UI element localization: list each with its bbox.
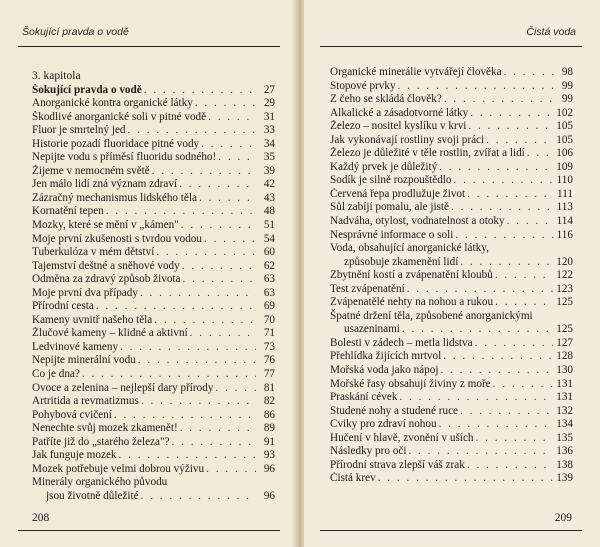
toc-entry-continuation: usazeninami bbox=[344, 323, 400, 336]
dot-leader bbox=[206, 463, 256, 477]
toc-entry-title: Voda, obsahující anorganické látky, bbox=[330, 242, 489, 255]
dot-leader bbox=[493, 378, 554, 392]
toc-entry-page: 139 bbox=[556, 472, 573, 485]
toc-entry-title: Železo je důležité v těle rostlin, zvířat a lidí bbox=[330, 147, 525, 160]
toc-entry-page: 109 bbox=[556, 160, 573, 173]
toc-entry bbox=[330, 350, 573, 364]
toc-entry-title: Studené nohy a studené ruce bbox=[330, 404, 458, 417]
toc-entry-page: 134 bbox=[556, 418, 573, 431]
toc-entry-title: Přírodní strava zlepší váš zrak bbox=[330, 458, 465, 471]
toc-entry-page: 51 bbox=[263, 218, 275, 231]
running-head: Šokující pravda o vodě bbox=[22, 26, 129, 38]
toc-entry-title: Žijeme v nemocném světě bbox=[32, 164, 150, 177]
dot-leader bbox=[172, 436, 256, 450]
dot-leader bbox=[527, 147, 553, 161]
toc-entry-title: Pohybová cvičení bbox=[32, 408, 112, 421]
dot-leader bbox=[378, 472, 554, 486]
toc-entry bbox=[32, 287, 275, 301]
toc-entry-title: Zázračný mechanismus lidského těla bbox=[32, 191, 197, 204]
toc-entry-page: 138 bbox=[556, 458, 573, 471]
toc-entry-title: Ledvinové kameny bbox=[32, 340, 119, 353]
toc-entry-title: Anorganické kontra organické látky bbox=[32, 97, 193, 110]
toc-entry-title: Čistá krev bbox=[330, 472, 376, 485]
toc-entry bbox=[32, 84, 275, 98]
toc-entry bbox=[330, 93, 573, 107]
dot-leader bbox=[195, 97, 256, 111]
toc-entry bbox=[32, 409, 275, 423]
dot-leader bbox=[454, 174, 554, 188]
toc-entry-page: 93 bbox=[263, 449, 275, 462]
toc-entry bbox=[32, 165, 275, 179]
toc-entry bbox=[32, 354, 275, 368]
toc-entry-title: Hučení v hlavě, zvonění v uších bbox=[330, 431, 474, 444]
dot-leader bbox=[180, 422, 256, 436]
toc-entry-title: Přehlídka žijících mrtvol bbox=[330, 350, 442, 363]
toc-entry bbox=[32, 436, 275, 450]
toc-entry-title: Škodlivé anorganické soli v pitné vodě bbox=[32, 110, 207, 123]
toc-entry bbox=[32, 246, 275, 260]
toc-entry bbox=[330, 405, 573, 419]
toc-entry-title: Z čeho se skládá člověk? bbox=[330, 93, 442, 106]
toc-entry-page: 76 bbox=[263, 354, 275, 367]
toc-entry bbox=[330, 256, 573, 270]
dot-leader bbox=[495, 296, 553, 310]
toc-entry bbox=[32, 97, 275, 111]
toc-entry bbox=[32, 422, 275, 436]
toc-entry-page: 73 bbox=[263, 340, 275, 353]
dot-leader bbox=[138, 354, 256, 368]
toc-entry-title: Ovoce a zelenina – nejlepší dary přírody bbox=[32, 381, 214, 394]
toc-entry bbox=[330, 432, 573, 446]
dot-leader bbox=[476, 432, 554, 446]
toc-entry bbox=[330, 134, 573, 148]
page-number: 209 bbox=[554, 512, 572, 524]
toc-entry bbox=[32, 205, 275, 219]
toc-entry-title: Jen málo lidí zná význam zdraví bbox=[32, 178, 178, 191]
toc-entry-title: Cviky pro zdraví nohou bbox=[330, 418, 437, 431]
footer-rule bbox=[18, 530, 280, 531]
toc-entry-page: 54 bbox=[263, 232, 275, 245]
dot-leader bbox=[140, 287, 256, 301]
toc-entry-page: 113 bbox=[556, 201, 573, 214]
toc-entry bbox=[32, 314, 275, 328]
toc-entry-title: Železo – nositel kyslíku v krvi bbox=[330, 120, 467, 133]
dot-leader bbox=[455, 229, 553, 243]
left-page bbox=[0, 0, 296, 547]
toc-entry bbox=[32, 490, 275, 504]
toc-entry-page: 81 bbox=[263, 381, 275, 394]
toc-entry-page: 127 bbox=[556, 336, 573, 349]
toc-entry-title: Červená řepa prodlužuje život bbox=[330, 187, 466, 200]
toc-entry-page: 99 bbox=[561, 79, 573, 92]
dot-leader bbox=[114, 409, 256, 423]
toc-entry-title: Bolesti v zádech – metla lidstva bbox=[330, 336, 473, 349]
toc-entry-title: Mořská voda jako nápoj bbox=[330, 364, 439, 377]
toc-entry-page: 105 bbox=[556, 120, 573, 133]
toc-entry-title: Praskání cévek bbox=[330, 391, 398, 404]
toc-entry-page: 135 bbox=[556, 431, 573, 444]
toc-entry-page: 27 bbox=[263, 83, 275, 96]
dot-leader bbox=[144, 84, 256, 98]
toc-entry-title: Test zvápenatění bbox=[330, 282, 405, 295]
toc-entry-title: Kornatění tepen bbox=[32, 205, 104, 218]
toc-entry-page: 71 bbox=[263, 327, 275, 340]
toc-entry bbox=[330, 229, 573, 243]
dot-leader bbox=[141, 395, 256, 409]
toc-entry-page: 116 bbox=[556, 228, 573, 241]
toc-entry-page: 29 bbox=[263, 97, 275, 110]
toc-entry-page: 43 bbox=[263, 191, 275, 204]
dot-leader bbox=[460, 405, 553, 419]
dot-leader bbox=[156, 246, 256, 260]
toc-entry-title: Artritida a revmatizmus bbox=[32, 395, 139, 408]
toc-entry bbox=[330, 364, 573, 378]
toc-entry bbox=[32, 138, 275, 152]
toc-entry-title: Historie pozadí fluoridace pitné vody bbox=[32, 137, 200, 150]
header-rule bbox=[18, 46, 280, 47]
dot-leader bbox=[504, 66, 554, 80]
toc-entry-page: 125 bbox=[556, 296, 573, 309]
toc-entry-title: Moje první zkušenosti s tvrdou vodou bbox=[32, 232, 202, 245]
dot-leader bbox=[467, 459, 553, 473]
toc-entry-title: Fluor je smrtelný jed bbox=[32, 124, 126, 137]
toc-entry-page: 136 bbox=[556, 445, 573, 458]
toc-entry bbox=[32, 192, 275, 206]
toc-entry bbox=[32, 449, 275, 463]
toc-entry-title: Zvápenatělé nehty na nohou a rukou bbox=[330, 296, 494, 309]
toc-entry-page: 123 bbox=[556, 282, 573, 295]
dot-leader bbox=[120, 341, 256, 355]
toc-entry-page: 48 bbox=[263, 205, 275, 218]
table-of-contents bbox=[32, 70, 275, 503]
toc-entry-title: Minerály organického původu bbox=[32, 476, 168, 489]
dot-leader bbox=[190, 327, 256, 341]
toc-entry-title: Mořské řasy obsahují živiny z moře bbox=[330, 377, 491, 390]
page-number: 208 bbox=[32, 512, 50, 524]
dot-leader bbox=[440, 364, 553, 378]
toc-entry-page: 111 bbox=[557, 187, 573, 200]
dot-leader bbox=[208, 111, 256, 125]
toc-entry-page: 62 bbox=[263, 259, 275, 272]
table-of-contents bbox=[330, 66, 573, 486]
toc-entry bbox=[330, 174, 573, 188]
toc-entry-page: 82 bbox=[263, 395, 275, 408]
toc-entry-continuation: jsou životně důležité bbox=[46, 489, 139, 502]
toc-entry bbox=[330, 323, 573, 337]
toc-entry-title: Patříte již do „starého železa"? bbox=[32, 435, 170, 448]
dot-leader bbox=[141, 490, 256, 504]
dot-leader bbox=[215, 382, 256, 396]
toc-entry bbox=[32, 382, 275, 396]
toc-entry-page: 35 bbox=[263, 151, 275, 164]
dot-leader bbox=[82, 368, 256, 382]
toc-entry bbox=[32, 260, 275, 274]
toc-entry-page: 132 bbox=[556, 404, 573, 417]
dot-leader bbox=[96, 300, 256, 314]
toc-entry-title: Špatné držení těla, způsobené anorganickými bbox=[330, 309, 533, 322]
toc-entry-page: 39 bbox=[263, 164, 275, 177]
toc-entry-title: Moje první dva případy bbox=[32, 286, 138, 299]
toc-entry-page: 98 bbox=[561, 66, 573, 78]
toc-entry-title: Přírodní cesta bbox=[32, 300, 94, 313]
dot-leader bbox=[218, 151, 256, 165]
toc-entry-title: Nesprávné informace o soli bbox=[330, 228, 454, 241]
dot-leader bbox=[443, 350, 553, 364]
toc-entry bbox=[330, 80, 573, 94]
toc-entry bbox=[32, 368, 275, 382]
dot-leader bbox=[179, 178, 256, 192]
toc-entry-page: 42 bbox=[263, 178, 275, 191]
footer-rule bbox=[320, 530, 582, 531]
toc-entry bbox=[330, 161, 573, 175]
toc-entry-page: 69 bbox=[263, 300, 275, 313]
dot-leader bbox=[106, 205, 256, 219]
chapter-heading: 3. kapitola bbox=[32, 70, 81, 82]
toc-entry-page: 33 bbox=[263, 124, 275, 137]
toc-entry-page: 91 bbox=[263, 435, 275, 448]
toc-entry bbox=[32, 395, 275, 409]
dot-leader bbox=[439, 161, 553, 175]
toc-entry-title: Žlučové kameny – klidné a aktivní bbox=[32, 327, 188, 340]
toc-entry-title: Každý prvek je důležitý bbox=[330, 160, 438, 173]
toc-entry bbox=[32, 273, 275, 287]
toc-entry bbox=[32, 111, 275, 125]
dot-leader bbox=[183, 273, 257, 287]
dot-leader bbox=[468, 120, 553, 134]
toc-entry bbox=[330, 188, 573, 202]
toc-entry-title: Jak vykonávají rostliny svoji práci bbox=[330, 133, 485, 146]
toc-entry bbox=[330, 445, 573, 459]
right-page bbox=[304, 0, 600, 547]
dot-leader bbox=[152, 165, 256, 179]
toc-entry-page: 106 bbox=[556, 147, 573, 160]
dot-leader bbox=[507, 215, 554, 229]
dot-leader bbox=[495, 269, 553, 283]
dot-leader bbox=[444, 93, 554, 107]
toc-entry bbox=[330, 215, 573, 229]
toc-entry-page: 96 bbox=[263, 462, 275, 475]
toc-entry-page: 120 bbox=[556, 255, 573, 268]
toc-entry-page: 128 bbox=[556, 350, 573, 363]
dot-leader bbox=[199, 192, 256, 206]
toc-entry bbox=[32, 124, 275, 138]
toc-entry-title: Jak funguje mozek bbox=[32, 449, 117, 462]
toc-entry-page: 31 bbox=[263, 110, 275, 123]
toc-entry-page: 130 bbox=[556, 364, 573, 377]
running-head: Čistá voda bbox=[526, 26, 576, 38]
dot-leader bbox=[467, 188, 554, 202]
toc-entry bbox=[32, 341, 275, 355]
dot-leader bbox=[154, 314, 256, 328]
toc-entry-title: Kameny uvnitř našeho těla bbox=[32, 313, 153, 326]
toc-entry bbox=[330, 378, 573, 392]
toc-entry-title: Co je dna? bbox=[32, 367, 80, 380]
toc-entry-page: 131 bbox=[556, 391, 573, 404]
toc-entry-title: Sůl zabíjí pomalu, ale jistě bbox=[330, 201, 449, 214]
toc-entry-title: Nenechte svůj mozek zkamenět! bbox=[32, 422, 178, 435]
toc-entry-title: Alkalické a zásadotvorné látky bbox=[330, 106, 469, 119]
toc-entry-page: 63 bbox=[263, 273, 275, 286]
dot-leader bbox=[475, 337, 554, 351]
toc-entry-page: 99 bbox=[561, 93, 573, 106]
toc-entry bbox=[32, 151, 275, 165]
toc-entry-page: 60 bbox=[263, 246, 275, 259]
toc-entry-title: Organické minerálie vytvářejí člověka bbox=[330, 66, 502, 78]
toc-entry bbox=[330, 66, 573, 80]
toc-entry bbox=[330, 459, 573, 473]
toc-entry bbox=[32, 233, 275, 247]
toc-entry-page: 122 bbox=[556, 269, 573, 282]
toc-entry bbox=[330, 296, 573, 310]
toc-entry-page: 70 bbox=[263, 313, 275, 326]
dot-leader bbox=[128, 124, 256, 138]
dot-leader bbox=[470, 107, 553, 121]
toc-entry bbox=[330, 337, 573, 351]
toc-entry bbox=[330, 418, 573, 432]
toc-entry-title: Tuberkulóza v mém dětství bbox=[32, 246, 155, 259]
dot-leader bbox=[486, 134, 553, 148]
dot-leader bbox=[181, 219, 256, 233]
toc-entry-title: Nepijte vodu s příměsí fluoridu sodného! bbox=[32, 151, 217, 164]
toc-entry-page: 110 bbox=[556, 174, 573, 187]
toc-entry bbox=[32, 178, 275, 192]
dot-leader bbox=[439, 418, 554, 432]
toc-entry bbox=[330, 391, 573, 405]
toc-entry-title: Stopové prvky bbox=[330, 79, 396, 92]
toc-entry-title: Odměna za zdravý způsob života bbox=[32, 273, 181, 286]
toc-entry-page: 77 bbox=[263, 367, 275, 380]
toc-entry bbox=[32, 300, 275, 314]
toc-entry-title: Mozky, které se mění v „kámen" bbox=[32, 218, 179, 231]
toc-entry bbox=[330, 283, 573, 297]
toc-entry-page: 114 bbox=[556, 215, 573, 228]
toc-entry-page: 125 bbox=[556, 323, 573, 336]
toc-entry-page: 131 bbox=[556, 377, 573, 390]
header-rule bbox=[320, 46, 582, 47]
toc-entry-page: 63 bbox=[263, 286, 275, 299]
toc-entry-page: 96 bbox=[263, 489, 275, 502]
toc-entry bbox=[330, 120, 573, 134]
toc-entry bbox=[330, 201, 573, 215]
toc-entry-title: Sodík je silně rozpouštědlo bbox=[330, 174, 452, 187]
toc-entry bbox=[32, 219, 275, 233]
toc-entry bbox=[32, 327, 275, 341]
dot-leader bbox=[460, 256, 553, 270]
toc-entry-page: 102 bbox=[556, 106, 573, 119]
toc-entry bbox=[330, 147, 573, 161]
dot-leader bbox=[398, 80, 554, 94]
toc-entry-title: Následky pro oči bbox=[330, 445, 407, 458]
dot-leader bbox=[407, 283, 554, 297]
toc-entry-title: Zbytnění kostí a zvápenatění kloubů bbox=[330, 269, 493, 282]
toc-entry-title: Nadváha, otylost, vodnatelnost a otoky bbox=[330, 215, 505, 228]
toc-entry-page: 105 bbox=[556, 133, 573, 146]
toc-entry-page: 34 bbox=[263, 137, 275, 150]
toc-entry-title: Tajemství deštné a sněhové vody bbox=[32, 259, 180, 272]
toc-entry bbox=[32, 463, 275, 477]
dot-leader bbox=[451, 201, 554, 215]
toc-entry-continuation: způsobuje zkamenění lidí bbox=[344, 255, 459, 268]
dot-leader bbox=[408, 445, 553, 459]
toc-entry-page: 86 bbox=[263, 408, 275, 421]
toc-entry bbox=[330, 472, 573, 486]
toc-entry-page: 89 bbox=[263, 422, 275, 435]
dot-leader bbox=[399, 391, 553, 405]
toc-entry-title: Nepijte minerální vodu bbox=[32, 354, 136, 367]
dot-leader bbox=[201, 138, 256, 152]
toc-entry bbox=[330, 107, 573, 121]
dot-leader bbox=[402, 323, 553, 337]
dot-leader bbox=[119, 449, 256, 463]
toc-entry-title: Mozek potřebuje velmi dobrou výživu bbox=[32, 462, 205, 475]
dot-leader bbox=[204, 233, 256, 247]
toc-entry bbox=[330, 269, 573, 283]
dot-leader bbox=[182, 260, 256, 274]
toc-entry-title: Šokující pravda o vodě bbox=[32, 83, 142, 96]
